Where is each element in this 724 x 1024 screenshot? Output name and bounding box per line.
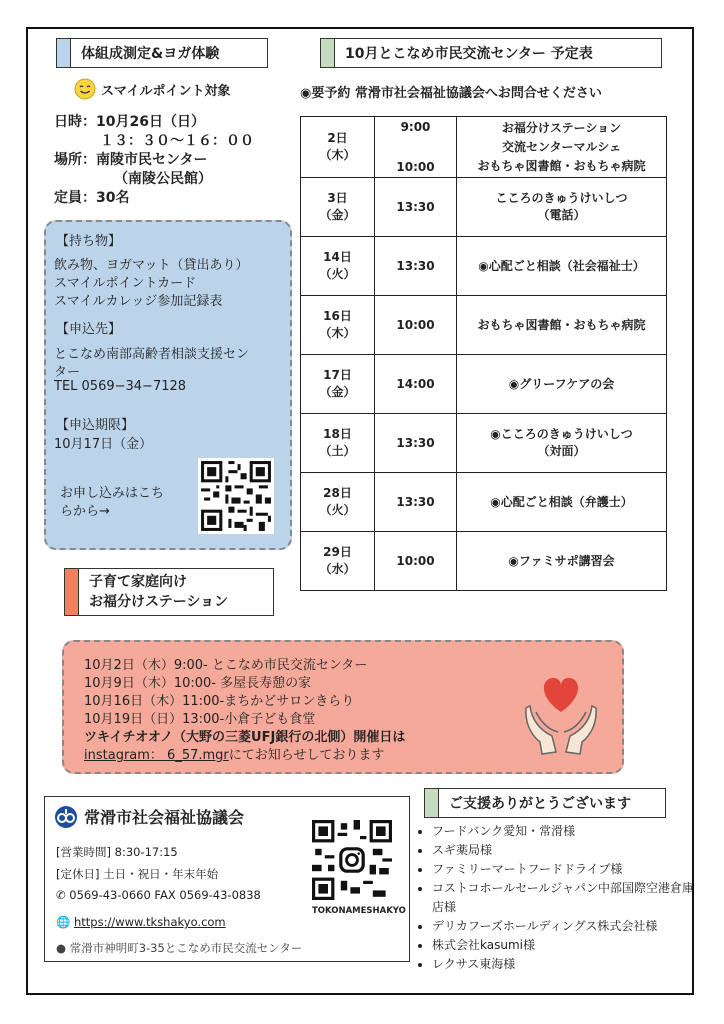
apply-tel: TEL 0569−34−7128 (54, 379, 187, 394)
deadline-heading: 【申込期限】 (56, 418, 135, 433)
heading-tab (425, 789, 439, 817)
kids-heading-line: お福分けステーション (89, 594, 229, 610)
event-time: １３：３０〜１６：００ (100, 133, 254, 149)
table-row (301, 355, 667, 414)
event-date: 日時：10月26日（日） (54, 114, 205, 130)
website-link[interactable]: https://www.tkshakyo.com (73, 915, 226, 929)
table-row (301, 532, 667, 591)
list-item: • スギ薬局様 (432, 841, 702, 860)
station-line: 10月19日（日）13:00-小倉子ども食堂 (84, 712, 316, 727)
kids-heading-line: 子育て家庭向け (89, 574, 187, 590)
kids-heading (64, 568, 274, 616)
list-item: • ファミリーマートフードドライブ様 (432, 860, 702, 879)
time-cell: 13:30 (375, 473, 457, 532)
schedule-heading: 10月とこなめ市民交流センター 予定表 (320, 38, 662, 68)
table-row (301, 178, 667, 237)
org-hours: [営業時間] 8:30-17:15 (56, 845, 178, 859)
instagram-qr-code[interactable] (312, 820, 392, 900)
list-item: • 株式会社kasumi様 (432, 936, 702, 955)
item-line: 飲み物、ヨガマット（貸出あり） (54, 258, 249, 273)
heading-tab (321, 39, 335, 67)
table-row (301, 237, 667, 296)
time-cell: 13:30 (375, 237, 457, 296)
qr-prompt: お申し込みはこち (60, 486, 165, 501)
smile-icon (74, 78, 96, 100)
table-row (301, 473, 667, 532)
event-cell: おもちゃ図書館・おもちゃ病院 (457, 296, 667, 355)
event-place-sub: （南陵公民館） (114, 171, 212, 187)
station-bold-line: ツキイチオオノ（大野の三菱UFJ銀行の北側）開催日は (84, 730, 406, 745)
date-cell: 17日 （金） (301, 355, 375, 414)
date-cell: 3日 （金） (301, 178, 375, 237)
instagram-caption: TOKONAMESHAKYO (312, 906, 406, 916)
instagram-link[interactable]: instagram： 6_57.mgr (84, 748, 229, 763)
event-cell: ◉心配ごと相談（社会福祉士） (457, 237, 667, 296)
heart-hands-icon (522, 666, 600, 758)
time-cell: 14:00 (375, 355, 457, 414)
heading-tab (57, 39, 71, 67)
list-item: • レクサス東海様 (432, 955, 702, 974)
apply-qr-code[interactable] (198, 458, 274, 534)
org-phone: ✆ 0569-43-0660 FAX 0569-43-0838 (56, 888, 261, 902)
event-cell: ◉こころのきゅうけいしつ （対面） (457, 414, 667, 473)
org-address: ● 常滑市神明町3-35とこなめ市民交流センター (56, 941, 303, 955)
event-cell: こころのきゅうけいしつ （電話） (457, 178, 667, 237)
table-row (301, 414, 667, 473)
list-item: • デリカフーズホールディングス株式会社様 (432, 917, 702, 936)
list-item: • フードバンク愛知・常滑様 (432, 822, 702, 841)
deadline-value: 10月17日（金） (54, 437, 153, 452)
date-cell: 14日 （火） (301, 237, 375, 296)
phone-icon: ✆ (56, 888, 66, 902)
globe-icon: 🌐 (56, 915, 71, 929)
station-line: 10月9日（木）10:00- 多屋長寿憩の家 (84, 676, 312, 691)
event-cell: ◉ファミサポ講習会 (457, 532, 667, 591)
table-row (301, 117, 667, 178)
time-cell: 13:30 (375, 414, 457, 473)
reservation-notice: ◉要予約 常滑市社会福祉協議会へお問合せください (300, 86, 602, 101)
org-name: 常滑市社会福祉協議会 (84, 808, 245, 827)
qr-prompt: らから→ (60, 504, 110, 519)
date-cell: 18日 （土） (301, 414, 375, 473)
date-cell: 16日 （木） (301, 296, 375, 355)
event-cell: ◉グリーフケアの会 (457, 355, 667, 414)
time-cell: 9:00 10:00 (375, 117, 457, 178)
station-line: 10月2日（木）9:00- とこなめ市民交流センター (84, 658, 368, 673)
table-row (301, 296, 667, 355)
items-heading: 【持ち物】 (56, 234, 122, 249)
apply-line: とこなめ南部高齢者相談支援セン (54, 347, 250, 362)
time-cell: 10:00 (375, 296, 457, 355)
event-place: 場所：南陵市民センター (54, 152, 208, 168)
date-cell: 28日 （火） (301, 473, 375, 532)
schedule-table (300, 116, 667, 591)
heading-tab (65, 569, 79, 615)
list-item: • コストコホールセールジャパン中部国際空港倉庫店様 (432, 879, 702, 917)
event-cell: ◉心配ごと相談（弁護士） (457, 473, 667, 532)
date-cell: 2日 （木） (301, 117, 375, 178)
event-cell: お福分けステーション 交流センターマルシェ おもちゃ図書館・おもちゃ病院 (457, 117, 667, 178)
yoga-heading: 体組成測定&ヨガ体験 (56, 38, 268, 68)
event-capacity: 定員：30名 (54, 190, 130, 206)
smile-point-label: スマイルポイント対象 (101, 84, 231, 99)
location-pin-icon: ● (56, 941, 67, 955)
station-line: 10月16日（木）11:00-まちかどサロンきらり (84, 694, 355, 709)
time-cell: 13:30 (375, 178, 457, 237)
support-heading: ご支援ありがとうございます (424, 788, 666, 818)
supporter-list (414, 822, 702, 974)
org-logo-icon (54, 805, 78, 829)
time-cell: 10:00 (375, 532, 457, 591)
item-line: スマイルポイントカード (54, 276, 197, 291)
item-line: スマイルカレッジ参加記録表 (54, 294, 223, 309)
date-cell: 29日 （水） (301, 532, 375, 591)
instagram-line: instagram： 6_57.mgrにてお知らせしております (84, 748, 385, 763)
apply-line: ター (54, 365, 81, 380)
apply-heading: 【申込先】 (56, 322, 122, 337)
org-website (56, 915, 226, 929)
org-holidays: [定休日] 土日・祝日・年末年始 (56, 867, 219, 881)
